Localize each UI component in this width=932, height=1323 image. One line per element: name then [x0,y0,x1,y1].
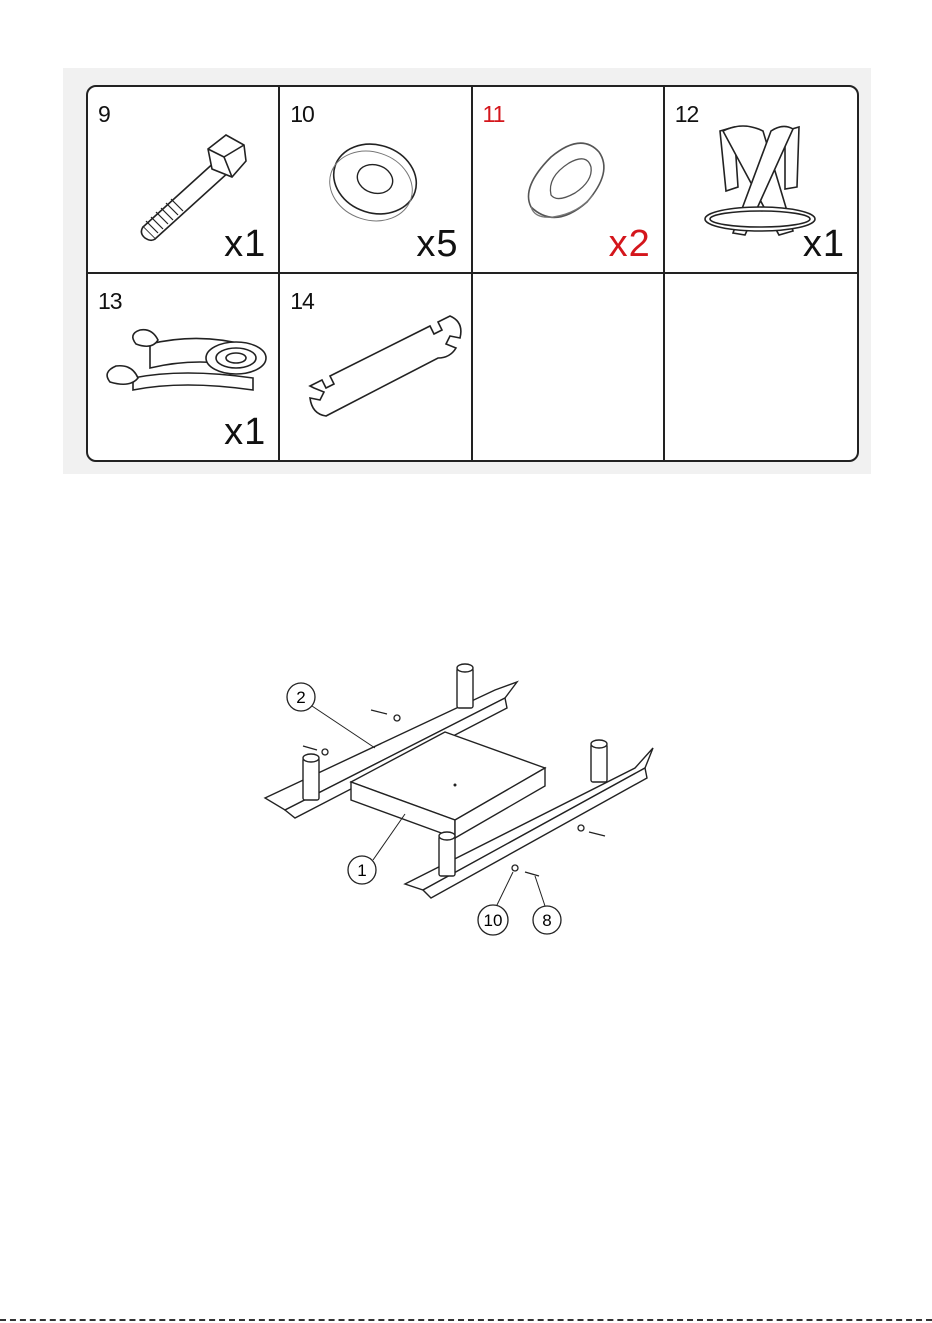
callout-1: 1 [357,861,367,880]
part-number: 10 [290,101,314,127]
part-cell-empty [665,274,857,461]
part-cell-12 [665,87,857,274]
page-bottom-dashed-rule [0,1319,932,1321]
part-cell-9 [88,87,280,274]
part-number: 9 [98,101,110,127]
callout-8: 8 [542,911,552,930]
open-end-wrench-icon [280,274,470,462]
callout-10: 10 [483,911,503,930]
part-quantity: x5 [416,222,459,265]
part-quantity: x2 [608,222,651,265]
part-cell-10 [280,87,472,274]
part-cell-14 [280,274,472,461]
part-quantity: x1 [224,222,267,265]
part-number: 12 [674,101,699,127]
part-number: 14 [290,287,314,314]
part-cell-11 [473,87,665,274]
sled-assembly-diagram [255,650,675,950]
part-cell-empty [473,274,665,461]
parts-list-grid [86,85,859,462]
part-quantity: x1 [224,411,267,453]
part-number: 13 [98,287,122,314]
part-number: 11 [482,101,505,127]
part-cell-13 [88,274,280,461]
callout-2: 2 [296,688,306,707]
part-quantity: x1 [802,222,845,265]
